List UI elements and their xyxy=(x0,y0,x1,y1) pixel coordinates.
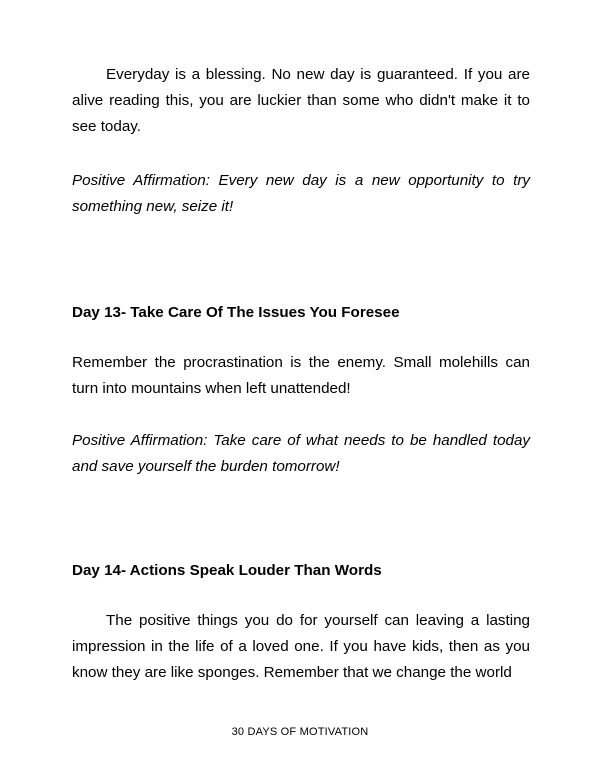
day13-affirmation: Positive Affirmation: Take care of what needs to be handled today and save yourself the burden tomorrow! xyxy=(72,432,530,475)
day13-paragraph: Remember the procrastination is the enemy. Small molehills can turn into mountains when left unattended! xyxy=(72,354,530,397)
page-footer: 30 DAYS OF MOTIVATION xyxy=(231,726,369,738)
day13-heading: Day 13- Take Care Of The Issues You Foresee xyxy=(72,304,400,321)
day14-paragraph: The positive things you do for yourself can leaving a lasting impression in the life of a loved one. If you have kids, then as you know they are like sponges. Remember that we change the world xyxy=(72,612,530,681)
day14-heading: Day 14- Actions Speak Louder Than Words xyxy=(72,562,382,579)
intro-affirmation: Positive Affirmation: Every new day is a new opportunity to try something new, seize it! xyxy=(72,172,530,215)
intro-paragraph: Everyday is a blessing. No new day is guaranteed. If you are alive reading this, you are luckier than some who didn't make it to see today. xyxy=(72,66,530,135)
